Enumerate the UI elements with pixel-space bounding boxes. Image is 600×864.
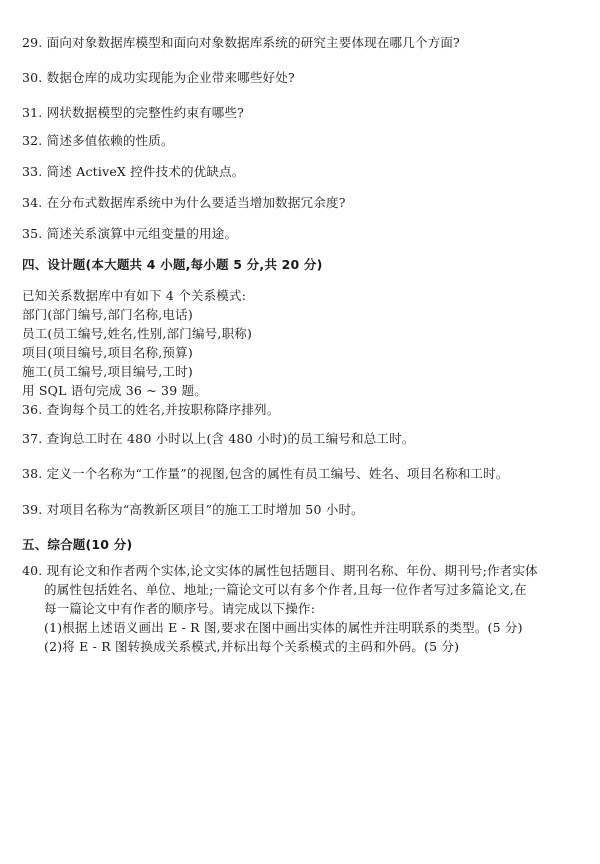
question-40-line-2: 的属性包括姓名、单位、地址;一篇论文可以有多个作者,且每一位作者写过多篇论文,在 xyxy=(44,582,527,597)
question-30: 30. 数据仓库的成功实现能为企业带来哪些好处? xyxy=(22,70,295,85)
question-31: 31. 网状数据模型的完整性约束有哪些? xyxy=(22,105,245,120)
question-34: 34. 在分布式数据库系统中为什么要适当增加数据冗余度? xyxy=(22,195,346,210)
question-39: 39. 对项目名称为“高教新区项目”的施工工时增加 50 小时。 xyxy=(22,502,364,517)
schema-construction: 施工(员工编号,项目编号,工时) xyxy=(22,364,193,379)
question-33: 33. 简述 ActiveX 控件技术的优缺点。 xyxy=(22,164,245,179)
question-40-sub-2: (2)将 E - R 图转换成关系模式,并标出每个关系模式的主码和外码。(5 分) xyxy=(44,639,460,654)
question-37: 37. 查询总工时在 480 小时以上(含 480 小时)的员工编号和总工时。 xyxy=(22,431,415,446)
schema-intro: 已知关系数据库中有如下 4 个关系模式: xyxy=(22,288,247,303)
question-29: 29. 面向对象数据库模型和面向对象数据库系统的研究主要体现在哪几个方面? xyxy=(22,35,460,50)
question-40-line-3: 每一篇论文中有作者的顺序号。请完成以下操作: xyxy=(44,601,316,616)
question-36: 36. 查询每个员工的姓名,并按职称降序排列。 xyxy=(22,402,280,417)
schema-department: 部门(部门编号,部门名称,电话) xyxy=(22,307,193,322)
schema-project: 项目(项目编号,项目名称,预算) xyxy=(22,345,193,360)
question-35: 35. 简述关系演算中元组变量的用途。 xyxy=(22,226,238,241)
question-38: 38. 定义一个名称为“工作量”的视图,包含的属性有员工编号、姓名、项目名称和工时。 xyxy=(22,466,509,481)
sql-instruction: 用 SQL 语句完成 36 ~ 39 题。 xyxy=(22,383,207,398)
question-40-line-1: 40. 现有论文和作者两个实体,论文实体的属性包括题目、期刊名称、年份、期刊号;作者实体 xyxy=(22,563,538,578)
section-5-heading: 五、综合题(10 分) xyxy=(22,537,133,552)
question-40-sub-1: (1)根据上述语义画出 E - R 图,要求在图中画出实体的属性并注明联系的类型。(5 分) xyxy=(44,620,523,635)
section-4-heading: 四、设计题(本大题共 4 小题,每小题 5 分,共 20 分) xyxy=(22,257,323,272)
question-32: 32. 简述多值依赖的性质。 xyxy=(22,133,174,148)
schema-employee: 员工(员工编号,姓名,性别,部门编号,职称) xyxy=(22,326,253,341)
